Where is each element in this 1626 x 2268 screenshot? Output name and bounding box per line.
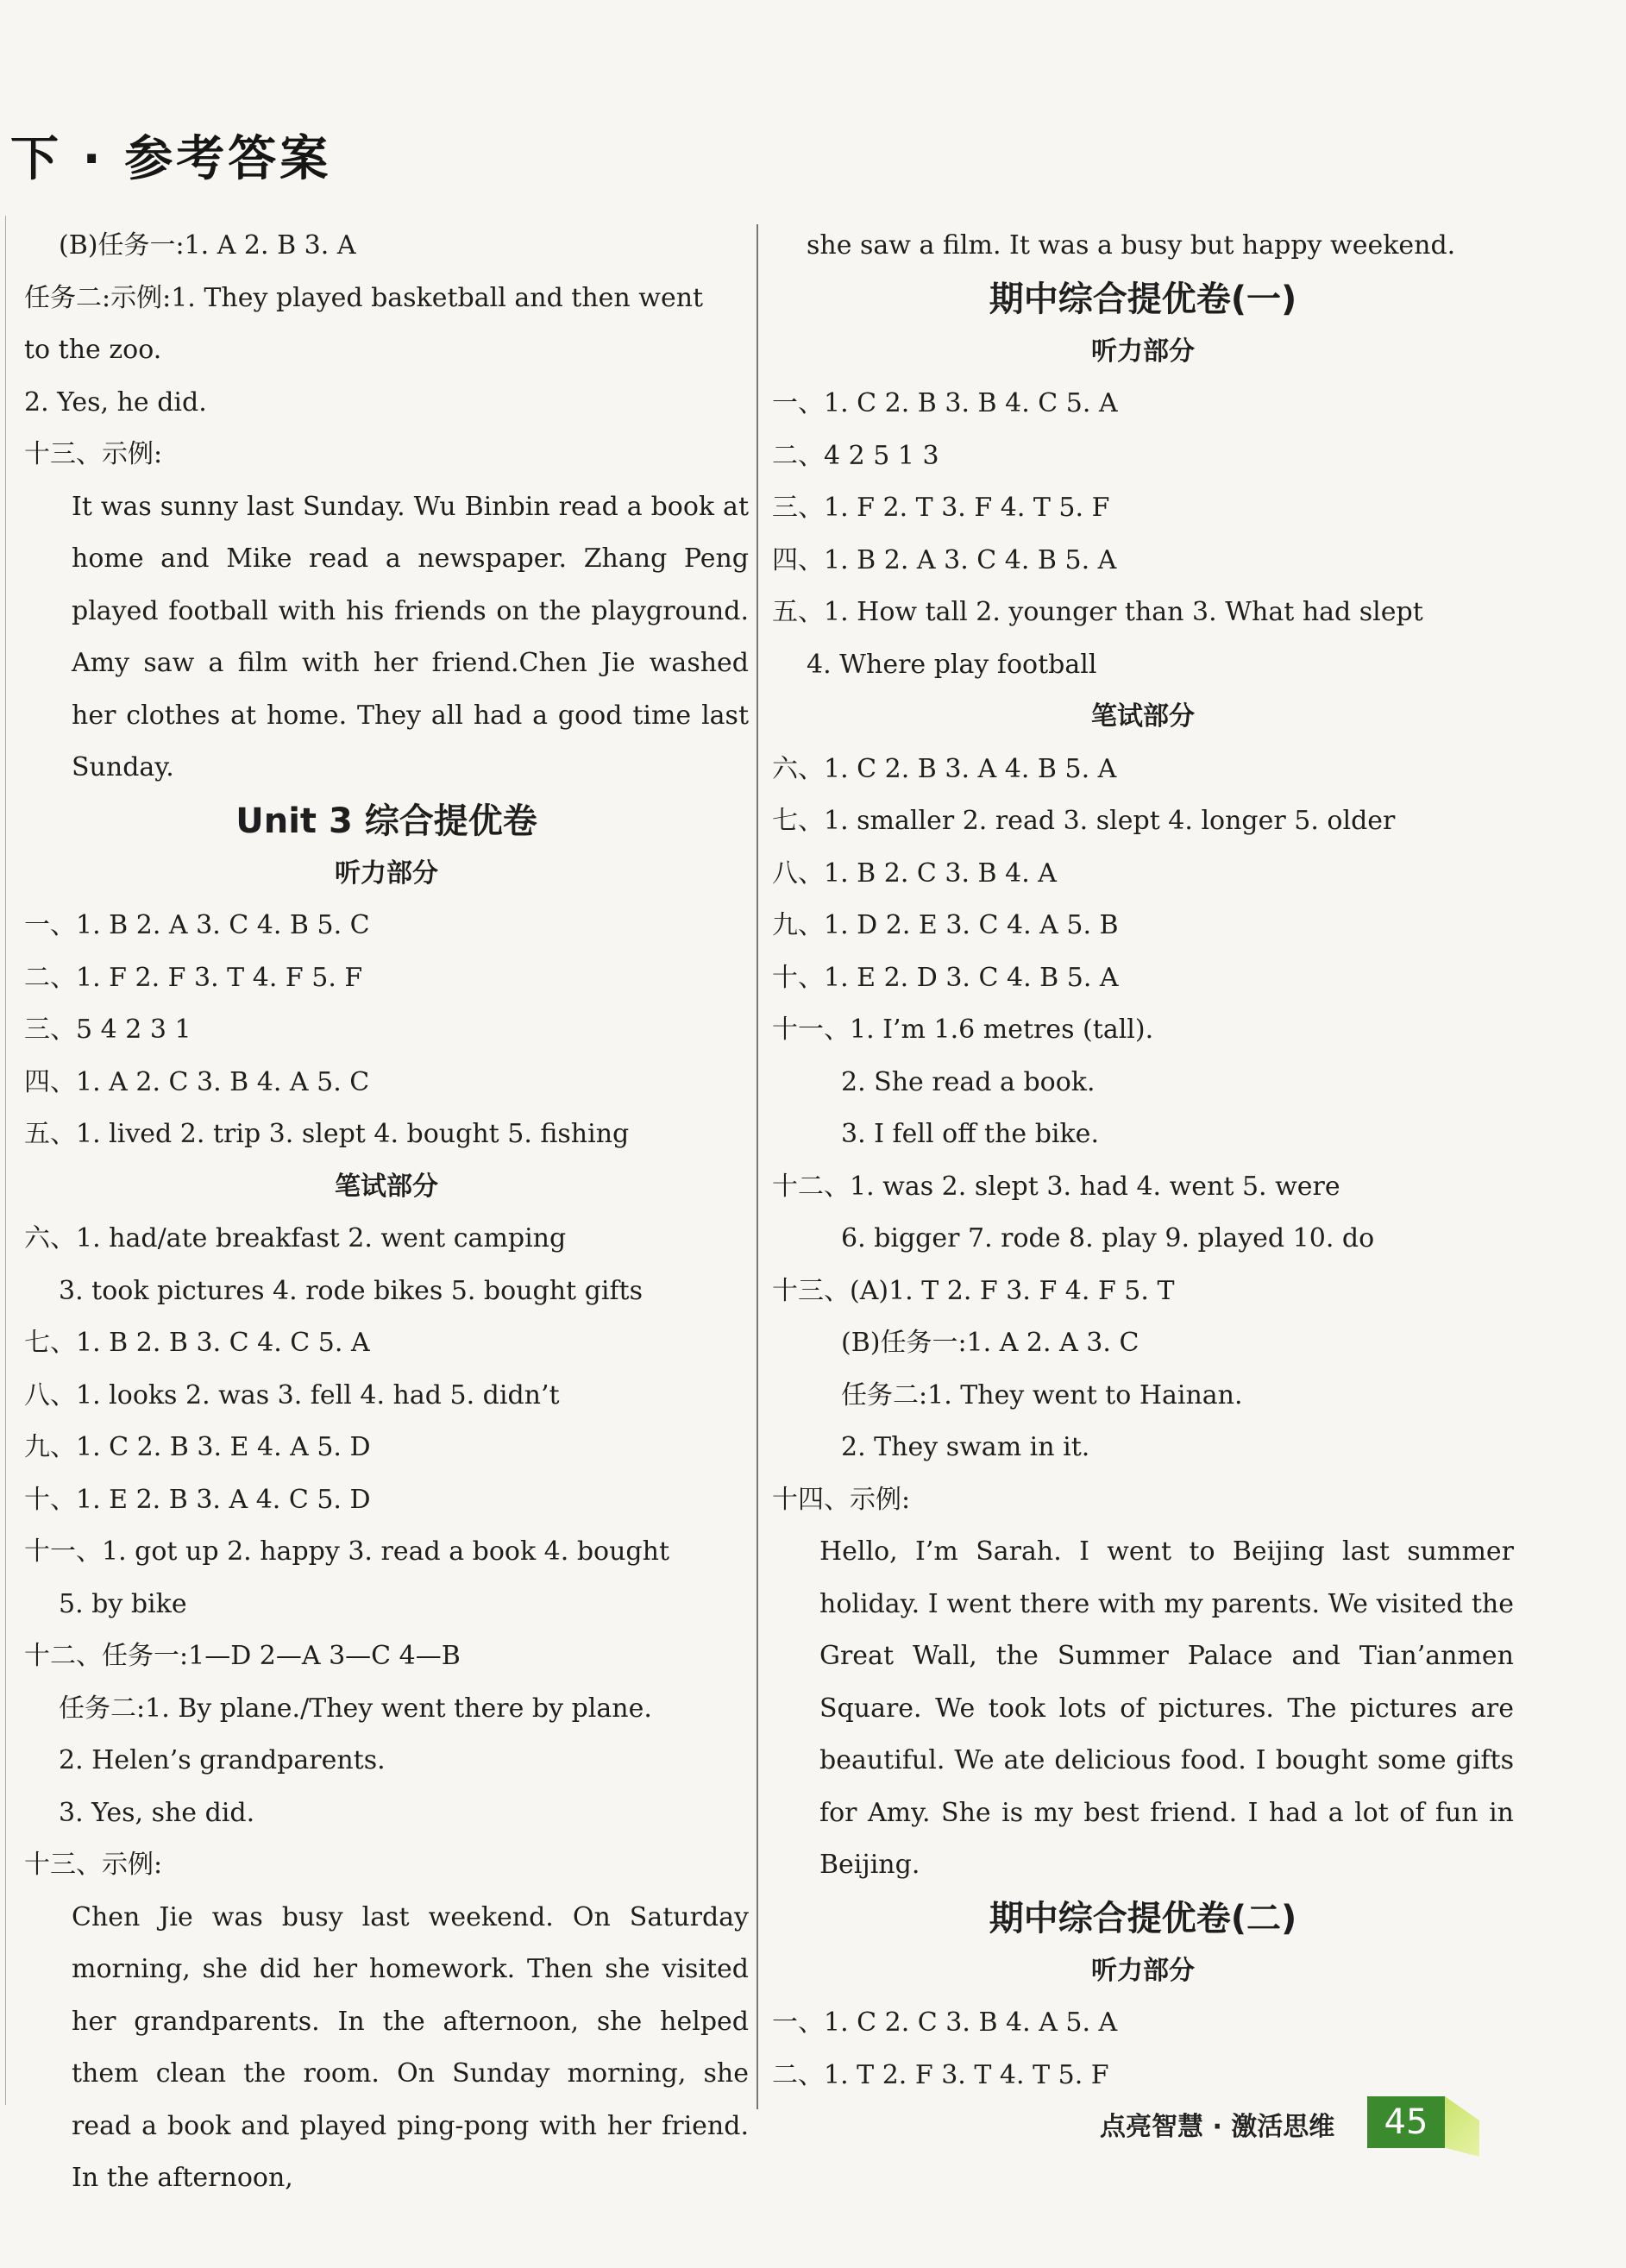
- answer-line: 十三、(A)1. T 2. F 3. F 4. F 5. T: [772, 1275, 1175, 1306]
- subsection-heading: 听力部分: [1091, 336, 1195, 367]
- sample-essay-paragraph: It was sunny last Sunday. Wu Binbin read a book at home and Mike read a newspaper. Zhang Peng played football with his friends on the playground. Amy saw a film with her friend.Chen Jie washed her clothes at home. They all had a good time last Sunday.: [72, 491, 749, 782]
- answer-line: 四、1. A 2. C 3. B 4. A 5. C: [24, 1066, 370, 1097]
- answer-line: 3. Yes, she did.: [59, 1797, 255, 1828]
- section-heading: 期中综合提优卷(一): [989, 279, 1297, 319]
- answer-line: 八、1. looks 2. was 3. fell 4. had 5. didn’t: [24, 1379, 560, 1410]
- page-title: 下 · 参考答案: [10, 131, 332, 187]
- page-badge-decoration: [1445, 2096, 1479, 2157]
- answer-line: 五、1. lived 2. trip 3. slept 4. bought 5. fishing: [24, 1119, 630, 1149]
- answer-line: 3. took pictures 4. rode bikes 5. bought gifts: [59, 1275, 643, 1306]
- answer-line: 十、1. E 2. B 3. A 4. C 5. D: [24, 1484, 371, 1515]
- subsection-heading: 听力部分: [335, 858, 438, 889]
- answer-line: 十二、任务一:1—D 2—A 3—C 4—B: [24, 1641, 461, 1671]
- answer-line: 十四、示例:: [772, 1484, 911, 1515]
- column-divider: [756, 224, 758, 2109]
- answer-line: 三、1. F 2. T 3. F 4. T 5. F: [772, 493, 1110, 523]
- answer-line: 九、1. C 2. B 3. E 4. A 5. D: [24, 1432, 371, 1462]
- section-heading: 期中综合提优卷(二): [989, 1898, 1297, 1938]
- answer-line: 十三、示例:: [24, 439, 163, 469]
- subsection-heading: 笔试部分: [335, 1171, 438, 1202]
- answer-column-left: [24, 220, 749, 2205]
- answer-line: 2. Yes, he did.: [24, 386, 207, 418]
- answer-line: to the zoo.: [24, 335, 162, 365]
- sample-essay-paragraph: Hello, I’m Sarah. I went to Beijing last summer holiday. I went there with my parents. We visited the Great Wall, the Summer Palace and Tian’anmen Square. We took lots of pictures. The pictures are beautiful. We ate delicious food. I bought some gifts for Amy. She is my best friend. I had a lot of fun in Beijing.: [819, 1536, 1514, 1880]
- subsection-heading: 听力部分: [1091, 1955, 1195, 1986]
- section-heading: Unit 3 综合提优卷: [235, 801, 537, 841]
- answer-line: 五、1. How tall 2. younger than 3. What had slept: [772, 597, 1423, 627]
- answer-line: (B)任务一:1. A 2. B 3. A: [59, 230, 356, 261]
- answer-line: 一、1. C 2. C 3. B 4. A 5. A: [772, 2007, 1118, 2038]
- answer-line: 十二、1. was 2. slept 3. had 4. went 5. were: [772, 1171, 1340, 1202]
- answer-line: 任务二:1. They went to Hainan.: [841, 1379, 1243, 1410]
- answer-line: 任务二:示例:1. They played basketball and then went: [24, 282, 704, 313]
- answer-line: 十一、1. I’m 1.6 metres (tall).: [772, 1015, 1154, 1045]
- answer-line: 二、1. T 2. F 3. T 4. T 5. F: [772, 2059, 1109, 2090]
- answer-line: 2. They swam in it.: [841, 1432, 1090, 1462]
- answer-line: 一、1. C 2. B 3. B 4. C 5. A: [772, 388, 1118, 418]
- answer-line: 十一、1. got up 2. happy 3. read a book 4. bought: [24, 1536, 670, 1567]
- answer-line: 四、1. B 2. A 3. C 4. B 5. A: [772, 544, 1117, 575]
- answer-column-right: [772, 220, 1514, 2102]
- page-number-badge: 45: [1367, 2096, 1445, 2148]
- answer-line: 九、1. D 2. E 3. C 4. A 5. B: [772, 910, 1119, 940]
- answer-line: 3. I fell off the bike.: [841, 1119, 1099, 1149]
- answer-line: 十三、示例:: [24, 1850, 163, 1880]
- answer-line: (B)任务一:1. A 2. A 3. C: [841, 1328, 1139, 1358]
- answer-line: 二、1. F 2. F 3. T 4. F 5. F: [24, 962, 363, 993]
- answer-line: 2. Helen’s grandparents.: [59, 1745, 386, 1775]
- answer-line: 三、5 4 2 3 1: [24, 1015, 191, 1045]
- footer-slogan: 点亮智慧 · 激活思维: [1100, 2112, 1335, 2142]
- answer-line: 六、1. C 2. B 3. A 4. B 5. A: [772, 753, 1117, 784]
- sample-essay-paragraph: Chen Jie was busy last weekend. On Saturday morning, she did her homework. Then she visited her grandparents. In the afternoon, she helped them clean the room. On Sunday morning, she read a book and played ping-pong with her friend. In the afternoon,: [72, 1901, 749, 2193]
- answer-line: 一、1. B 2. A 3. C 4. B 5. C: [24, 910, 370, 940]
- answer-line: 5. by bike: [59, 1588, 187, 1619]
- answer-line: 任务二:1. By plane./They went there by plane.: [59, 1693, 652, 1724]
- answer-line: 4. Where play football: [807, 649, 1097, 680]
- answer-line: 六、1. had/ate breakfast 2. went camping: [24, 1223, 567, 1253]
- answer-line: 6. bigger 7. rode 8. play 9. played 10. do: [841, 1223, 1375, 1253]
- subsection-heading: 笔试部分: [1091, 701, 1195, 732]
- answer-line: she saw a film. It was a busy but happy weekend.: [807, 230, 1456, 261]
- answer-line: 七、1. smaller 2. read 3. slept 4. longer 5. older: [772, 806, 1396, 836]
- margin-rule: [5, 216, 6, 2105]
- answer-line: 七、1. B 2. B 3. C 4. C 5. A: [24, 1328, 370, 1358]
- answer-line: 八、1. B 2. C 3. B 4. A: [772, 858, 1057, 889]
- answer-line: 二、4 2 5 1 3: [772, 440, 939, 471]
- answer-line: 2. She read a book.: [841, 1066, 1096, 1097]
- answer-line: 十、1. E 2. D 3. C 4. B 5. A: [772, 962, 1119, 993]
